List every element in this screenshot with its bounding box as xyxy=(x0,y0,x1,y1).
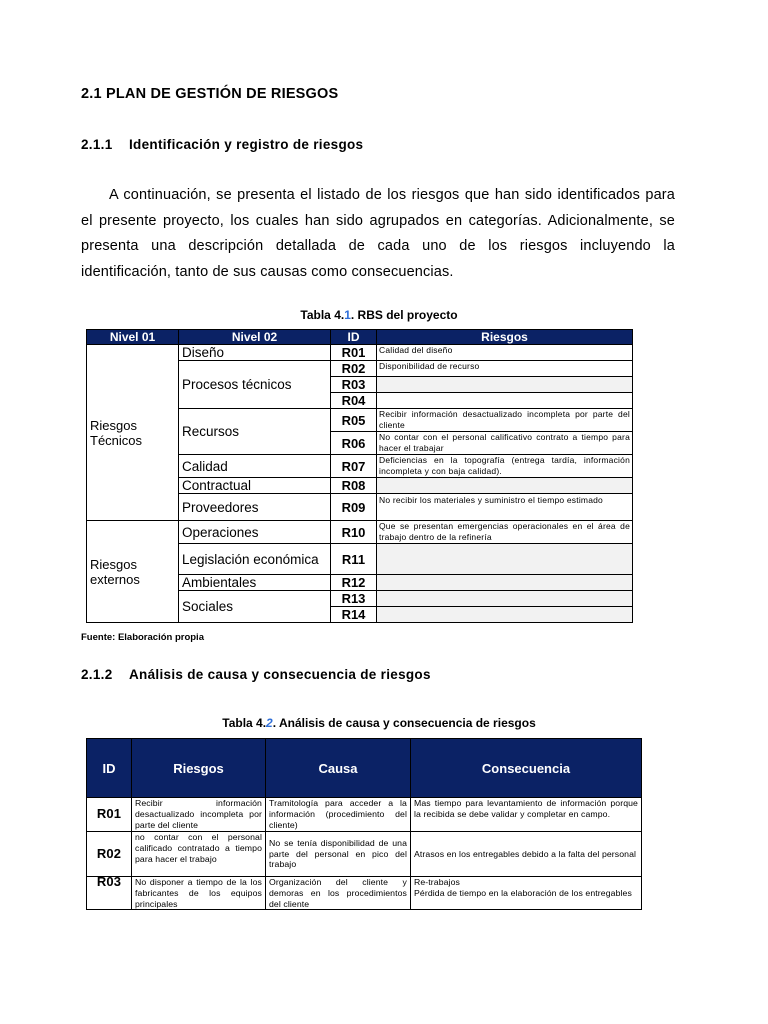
risk-desc xyxy=(377,377,633,393)
level2-cell: Recursos xyxy=(179,409,331,455)
level2-cell: Ambientales xyxy=(179,575,331,591)
risk-desc xyxy=(377,591,633,607)
caption-number: 1 xyxy=(344,308,351,322)
risk-id: R01 xyxy=(87,798,132,832)
consequence-cell xyxy=(411,877,642,910)
header-causa: Causa xyxy=(266,739,411,798)
group-riesgos-externos: Riesgos externos xyxy=(87,521,179,623)
risk-id: R03 xyxy=(87,877,132,910)
group-riesgos-tecnicos: Riesgos Técnicos xyxy=(87,345,179,521)
risk-id: R02 xyxy=(87,832,132,877)
caption-prefix: Tabla 4. xyxy=(222,716,267,730)
table-row xyxy=(87,798,642,832)
table-row xyxy=(87,832,642,877)
risk-id: R02 xyxy=(331,361,377,377)
section-heading-1 xyxy=(81,137,363,152)
section-heading-2 xyxy=(81,667,431,682)
level2-cell: Proveedores xyxy=(179,494,331,521)
risk-id: R01 xyxy=(331,345,377,361)
caption-prefix: Tabla 4. xyxy=(300,308,345,322)
risk-id: R06 xyxy=(331,432,377,455)
cause-consequence-table xyxy=(86,738,642,910)
header-riesgos: Riesgos xyxy=(132,739,266,798)
risk-desc: Recibir información desactualizado incompleta por parte del cliente xyxy=(377,409,633,432)
level2-cell: Procesos técnicos xyxy=(179,361,331,409)
consequence-line: Re-trabajos xyxy=(414,877,461,887)
header-consecuencia: Consecuencia xyxy=(411,739,642,798)
risk-cell: Recibir información desactualizado incompleta por parte del cliente xyxy=(132,798,266,832)
risk-desc xyxy=(377,544,633,575)
section-number: 2.1.2 xyxy=(81,667,113,682)
risk-id: R11 xyxy=(331,544,377,575)
consequence-cell: Atrasos en los entregables debido a la falta del personal xyxy=(411,832,642,877)
risk-id: R12 xyxy=(331,575,377,591)
header-id: ID xyxy=(87,739,132,798)
table-row xyxy=(87,877,642,910)
intro-paragraph: A continuación, se presenta el listado de los riesgos que han sido identificados para el presente proyecto, los cuales han sido agrupados en categorías. Adicionalmente, se presenta una descripción detallada de cada uno de los riesgos incluyendo la identificación, tanto de sus causas como consecuencias. xyxy=(81,187,675,281)
section-title: Análisis de causa y consecuencia de riesgos xyxy=(129,667,431,682)
level2-cell: Diseño xyxy=(179,345,331,361)
header-nivel-02: Nivel 02 xyxy=(179,330,331,345)
risk-desc xyxy=(377,575,633,591)
cause-cell: No se tenía disponibilidad de una parte del personal en pico del trabajo xyxy=(266,832,411,877)
risk-id: R09 xyxy=(331,494,377,521)
risk-cell: no contar con el personal calificado contratado a tiempo para hacer el trabajo xyxy=(132,832,266,877)
cause-cell: Organización del cliente y demoras en los procedimientos del cliente xyxy=(266,877,411,910)
risk-cell: No disponer a tiempo de la los fabricantes de los equipos principales xyxy=(132,877,266,910)
level2-cell: Operaciones xyxy=(179,521,331,544)
risk-desc xyxy=(377,607,633,623)
header-id: ID xyxy=(331,330,377,345)
header-riesgos: Riesgos xyxy=(377,330,633,345)
table1-caption xyxy=(86,308,672,322)
section-title: Identificación y registro de riesgos xyxy=(129,137,364,152)
caption-text: . Análisis de causa y consecuencia de riesgos xyxy=(272,716,536,730)
table2-caption xyxy=(86,716,672,730)
level2-cell: Sociales xyxy=(179,591,331,623)
risk-id: R07 xyxy=(331,455,377,478)
risk-id: R03 xyxy=(331,377,377,393)
table1-source: Fuente: Elaboración propia xyxy=(81,632,204,643)
risk-desc: Calidad del diseño xyxy=(377,345,633,361)
cause-cell: Tramitología para acceder a la información (procedimiento del cliente) xyxy=(266,798,411,832)
consequence-line: Pérdida de tiempo en la elaboración de los entregables xyxy=(414,887,632,898)
header-nivel-01: Nivel 01 xyxy=(87,330,179,345)
caption-text: . RBS del proyecto xyxy=(350,308,458,322)
section-number: 2.1.1 xyxy=(81,137,113,152)
level2-cell: Legislación económica xyxy=(179,544,331,575)
risk-desc: Deficiencias en la topografía (entrega tardía, información incompleta y con baja calidad). xyxy=(377,455,633,478)
risk-desc xyxy=(377,393,633,409)
rbs-table xyxy=(86,329,633,623)
page-title: 2.1 PLAN DE GESTIÓN DE RIESGOS xyxy=(81,86,339,102)
consequence-cell: Mas tiempo para levantamiento de información porque la recibida se debe validar y completar en campo. xyxy=(411,798,642,832)
risk-id: R13 xyxy=(331,591,377,607)
level2-cell: Calidad xyxy=(179,455,331,478)
risk-desc xyxy=(377,478,633,494)
risk-desc: No contar con el personal calificativo contrato a tiempo para hacer el trabajar xyxy=(377,432,633,455)
risk-desc: No recibir los materiales y suministro el tiempo estimado xyxy=(377,494,633,521)
level2-cell: Contractual xyxy=(179,478,331,494)
risk-id: R04 xyxy=(331,393,377,409)
risk-id: R14 xyxy=(331,607,377,623)
risk-desc: Que se presentan emergencias operacionales en el área de trabajo dentro de la refinería xyxy=(377,521,633,544)
risk-id: R05 xyxy=(331,409,377,432)
risk-desc: Disponibilidad de recurso xyxy=(377,361,633,377)
risk-id: R08 xyxy=(331,478,377,494)
caption-number: 2 xyxy=(266,716,273,730)
risk-id: R10 xyxy=(331,521,377,544)
